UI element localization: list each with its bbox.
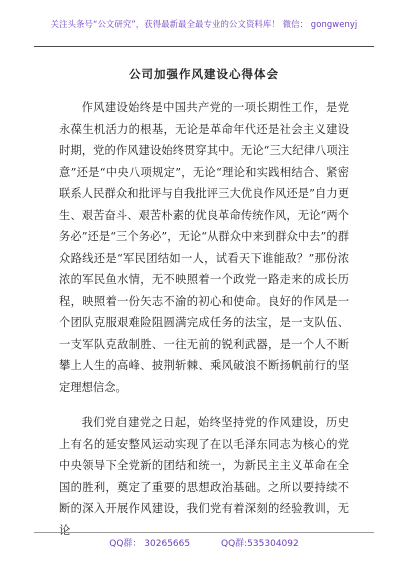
footer: [0, 536, 408, 549]
footer-qq-group-2: QQ群:535304092: [220, 539, 299, 549]
paragraph: 我们党自建党之日起，始终坚持党的作风建设，历史上有名的延安整风运动实现了在以毛泽东同志为核心的党中央领导下全党新的团结和统一，为新民主主义革命在全国的胜利，奠定了重要的思想政治基础。之所以要持续不断的深入开展作风建设，我们党有着深刻的经验教训，无论: [59, 416, 349, 537]
header-divider: [34, 46, 374, 47]
document-title: 公司加强作风建设心得体会: [129, 67, 279, 81]
header-banner: 关注头条号“公文研究”，获得最新最全最专业的公文资料库！ 微信： gongwenyj: [50, 19, 358, 29]
document-body: [59, 97, 349, 555]
paragraph: 作风建设始终是中国共产党的一项长期性工作，是党永葆生机活力的根基，无论是革命年代还是社会主义建设时期，党的作风建设始终贯穿其中。无论“三大纪律八项注意”还是“中央八项规定”，无论“理论和实践相结合、紧密联系人民群众和批评与自我批评三大优良作风还是”自力更生、艰苦奋斗、艰苦朴素的优良革命传统作风，无论“两个务必”还是“三个务必”，无论“从群众中来到群众中去”的群众路线还是“军民团结如一人，试看天下谁能敌？”那份浓浓的军民鱼水情，无不映照着一个政党一路走来的成长历程，映照着一份矢志不渝的初心和使命。良好的作风是一个团队克服艰难险阻圆满完成任务的法宝，是一支队伍、一支军队克敌制胜、一往无前的锐利武器，是一个人不断攀上人生的高峰、披荆斩棘、乘风破浪不断扬帆前行的坚定理想信念。: [59, 101, 349, 394]
footer-qq-group-1: QQ群： 30265665: [109, 539, 191, 549]
footer-divider: [34, 532, 374, 533]
